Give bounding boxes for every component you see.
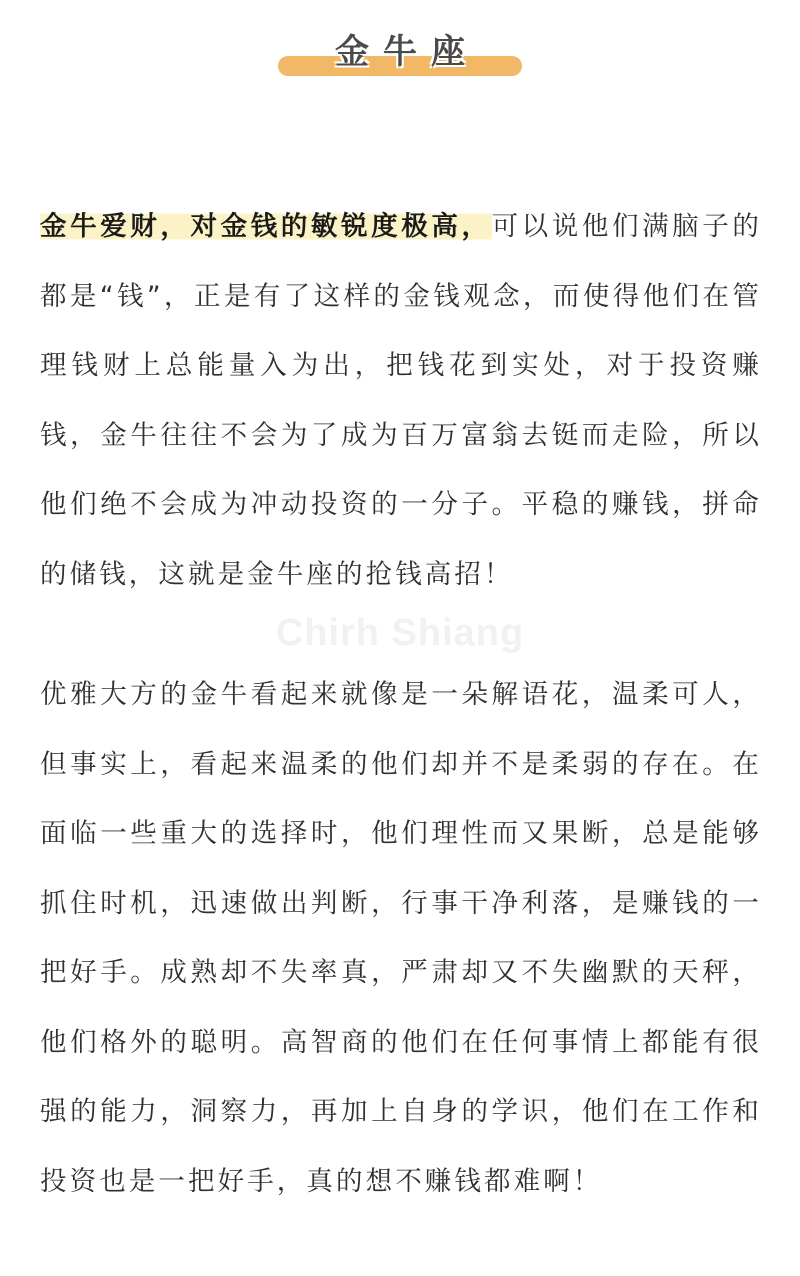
page-title: 金牛座	[335, 32, 479, 72]
paragraph-1-text: 可以说他们满脑子的都是“钱”，正是有了这样的金钱观念，而使得他们在管理钱财上总能量入为出，把钱花到实处，对于投资赚钱，金牛往往不会为了成为百万富翁去铤而走险，所以他们绝不会成为冲动投资的一分子。平稳的赚钱，拼命的储钱，这就是金牛座的抢钱高招！	[40, 211, 762, 590]
paragraph-2: 优雅大方的金牛看起来就像是一朵解语花，温柔可人，但事实上，看起来温柔的他们却并不是柔弱的存在。在面临一些重大的选择时，他们理性而又果断，总是能够抓住时机，迅速做出判断，行事干净利落，是赚钱的一把好手。成熟却不失率真，严肃却又不失幽默的天秤，他们格外的聪明。高智商的他们在任何事情上都能有很强的能力，洞察力，再加上自身的学识，他们在工作和投资也是一把好手，真的想不赚钱都难啊！	[40, 679, 762, 1197]
paragraph-1	[40, 192, 762, 609]
watermark: Chirh Shiang	[275, 612, 525, 654]
section-title	[276, 18, 524, 82]
highlighted-sentence: 金牛爱财，对金钱的敏锐度极高，	[40, 211, 492, 242]
